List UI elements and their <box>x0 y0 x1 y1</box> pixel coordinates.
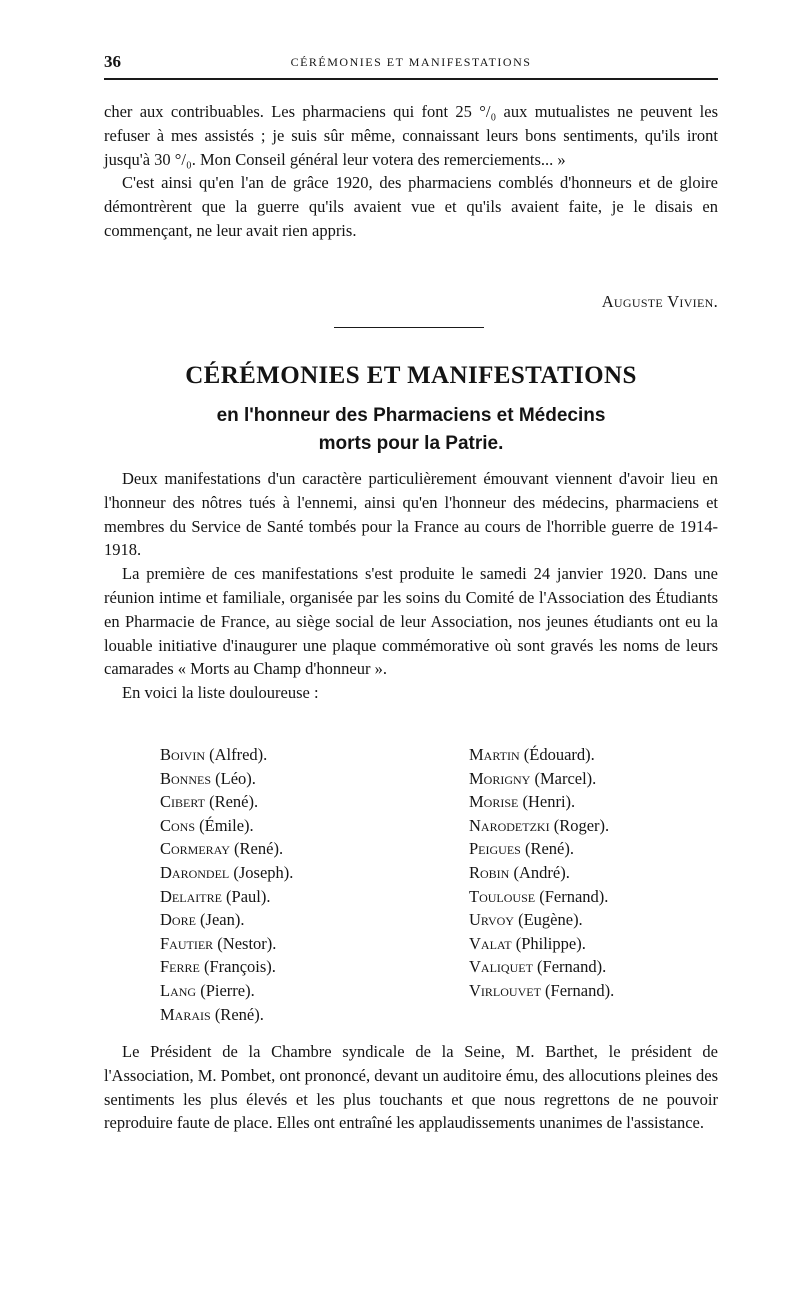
surname: Valiquet <box>469 957 533 977</box>
surname: Peigues <box>469 839 521 859</box>
surname: Robin <box>469 862 510 882</box>
surname: Delaitre <box>160 886 222 906</box>
paragraph: En voici la liste douloureuse : <box>122 683 319 703</box>
given-name: (René). <box>214 1004 264 1024</box>
surname: Toulouse <box>469 886 536 906</box>
given-name: (Alfred). <box>209 745 268 764</box>
list-item <box>469 767 614 791</box>
surname: Martin <box>469 745 520 764</box>
list-item <box>160 955 293 979</box>
surname: Ferre <box>160 957 200 977</box>
section-divider <box>334 327 484 328</box>
paragraph: cher aux contribuables. Les pharmaciens qui font 25 °/₀ aux mutualistes ne peuvent les refuser à mes assistés ; je suis sûr même, connaissant leurs bons sentiments, qu'ils iront jusqu'à 30 °/₀. Mon Conseil général leur votera des remerciements... » <box>104 102 718 169</box>
given-name: (Fernand). <box>539 886 609 906</box>
subtitle-line: morts pour la Patrie. <box>318 433 504 454</box>
given-name: (René). <box>524 839 574 859</box>
list-item <box>469 955 614 979</box>
names-list-left <box>160 743 293 1026</box>
list-item <box>160 767 293 791</box>
given-name: (Nestor). <box>217 933 277 953</box>
given-name: (Léo). <box>215 768 256 788</box>
surname: Urvoy <box>469 910 514 930</box>
paragraph: Le Président de la Chambre syndicale de la Seine, M. Barthet, le président de l'Association, M. Pombet, ont prononcé, devant un auditoire ému, des allocutions pleines des sentiments les plus élevés et les plus touchants et que nous regrettons de ne pouvoir reproduire faute de place. Elles ont entraîné les applaudissements unanimes de l'assistance. <box>104 1042 718 1133</box>
list-item <box>160 1003 293 1027</box>
given-name: (Philippe). <box>515 933 586 953</box>
given-name: (Paul). <box>226 886 271 906</box>
list-item <box>160 885 293 909</box>
surname: Boivin <box>160 745 205 764</box>
page-number: 36 <box>104 52 121 71</box>
surname: Morise <box>469 792 519 812</box>
given-name: (André). <box>513 862 570 882</box>
list-item <box>160 932 293 956</box>
list-item <box>160 837 293 861</box>
list-item <box>469 979 614 1003</box>
list-item <box>469 885 614 909</box>
list-item <box>469 837 614 861</box>
surname: Virlouvet <box>469 980 541 1000</box>
surname: Lang <box>160 980 197 1000</box>
given-name: (Pierre). <box>200 980 255 1000</box>
given-name: (René). <box>234 839 284 859</box>
list-item <box>469 932 614 956</box>
list-item <box>160 908 293 932</box>
author-signature: Auguste Vivien. <box>601 292 718 311</box>
list-item <box>160 861 293 885</box>
section-intro-text <box>104 467 718 705</box>
surname: Cibert <box>160 792 205 812</box>
section-title: CÉRÉMONIES ET MANIFESTATIONS <box>185 362 637 389</box>
surname: Cons <box>160 815 196 835</box>
list-item <box>469 743 614 767</box>
surname: Darondel <box>160 862 230 882</box>
list-item <box>469 861 614 885</box>
given-name: (Joseph). <box>233 862 294 882</box>
given-name: (Roger). <box>553 815 610 835</box>
names-list-right <box>469 743 614 1003</box>
surname: Valat <box>469 933 512 953</box>
section-subtitle <box>104 402 718 458</box>
given-name: (Fernand). <box>545 980 615 1000</box>
given-name: (René). <box>209 792 259 812</box>
given-name: (Marcel). <box>534 768 597 788</box>
preceding-article-text <box>104 100 718 243</box>
page-header <box>104 52 718 80</box>
list-item <box>469 790 614 814</box>
given-name: (Fernand). <box>537 957 607 977</box>
running-title: CÉRÉMONIES ET MANIFESTATIONS <box>290 55 532 69</box>
surname: Bonnes <box>160 768 212 788</box>
list-item <box>160 814 293 838</box>
given-name: (Émile). <box>199 815 254 835</box>
given-name: (Eugène). <box>518 910 583 930</box>
list-item <box>160 790 293 814</box>
list-item <box>469 814 614 838</box>
surname: Fautier <box>160 933 214 953</box>
paragraph: Deux manifestations d'un caractère particulièrement émouvant viennent d'avoir lieu en l'honneur des nôtres tués à l'ennemi, ainsi qu'en l'honneur des médecins, pharmaciens et membres du Service de Santé tombés pour la France au cours de l'horrible guerre de 1914-1918. <box>104 469 718 560</box>
surname: Dore <box>160 910 196 930</box>
surname: Narodetzki <box>469 815 550 835</box>
paragraph: La première de ces manifestations s'est produite le samedi 24 janvier 1920. Dans une réunion intime et familiale, organisée par les soins du Comité de l'Association des Étudiants en Pharmacie de France, au siège social de leur Association, nos jeunes étudiants ont eu la louable initiative d'inaugurer une plaque commémorative où sont gravés les noms de leurs camarades « Morts au Champ d'honneur ». <box>104 564 718 679</box>
given-name: (Jean). <box>200 910 245 930</box>
subtitle-line: en l'honneur des Pharmaciens et Médecins <box>216 405 606 426</box>
surname: Marais <box>160 1004 211 1024</box>
paragraph: C'est ainsi qu'en l'an de grâce 1920, des pharmaciens comblés d'honneurs et de gloire démontrèrent que la guerre qu'ils avaient vue et qu'ils avaient faite, je le disais en commençant, ne leur avait rien appris. <box>104 173 718 240</box>
list-item <box>160 979 293 1003</box>
given-name: (Henri). <box>522 792 576 812</box>
surname: Cormeray <box>160 839 230 859</box>
list-item <box>160 743 293 767</box>
closing-text <box>104 1040 718 1135</box>
given-name: (Édouard). <box>523 745 595 764</box>
surname: Morigny <box>469 768 531 788</box>
list-item <box>469 908 614 932</box>
given-name: (François). <box>203 957 276 977</box>
